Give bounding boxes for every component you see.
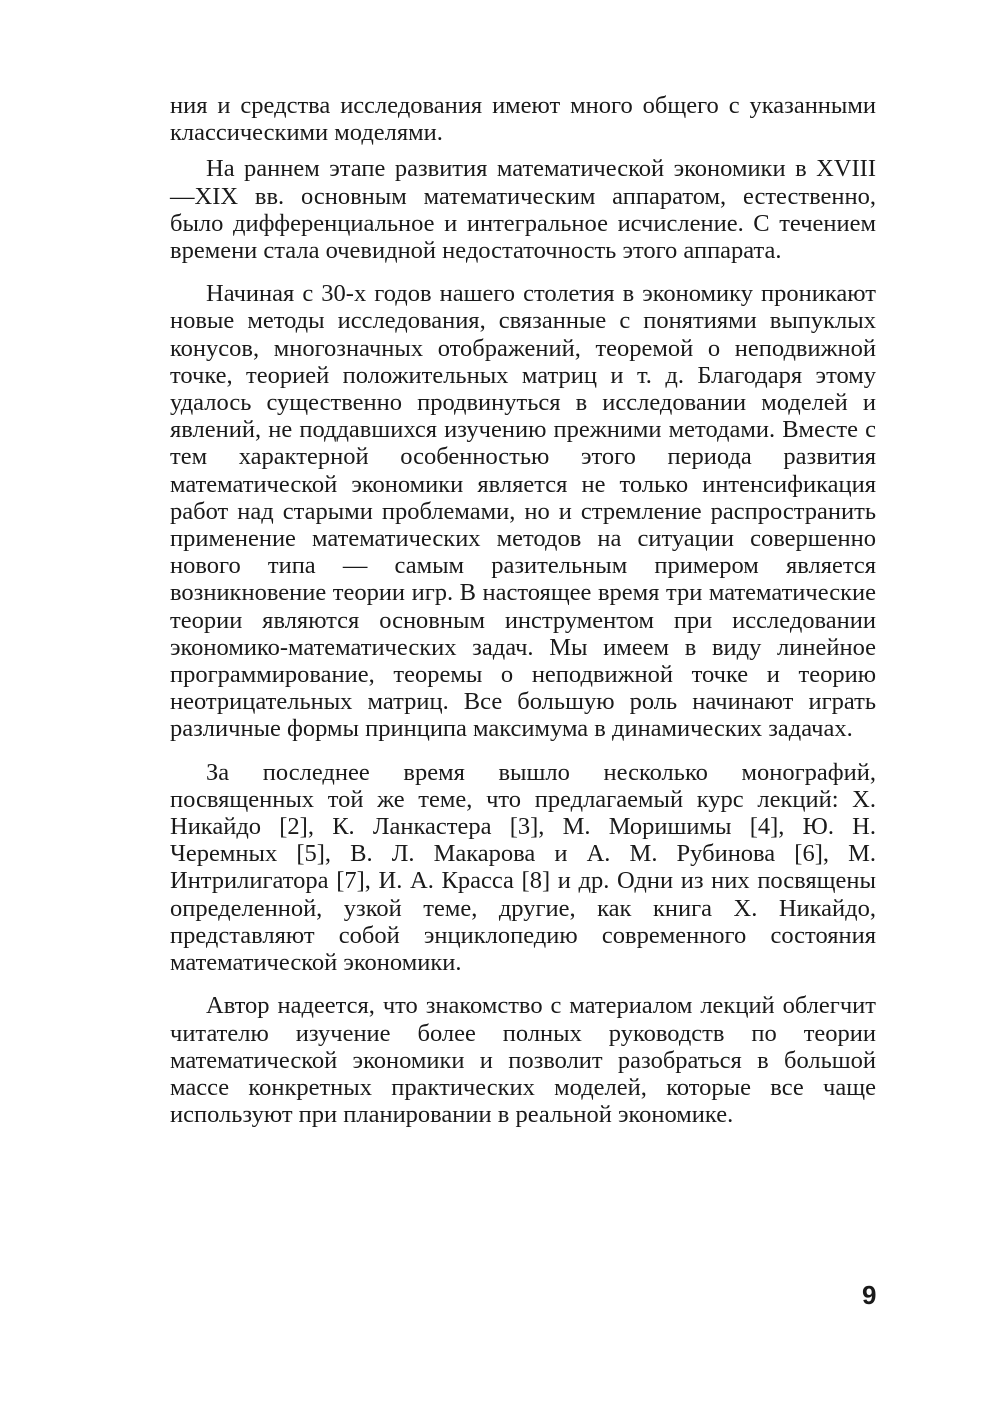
body-text [170,92,876,1144]
paragraph-new-methods: Начиная с 30-х годов нашего столетия в экономику проникают новые методы исследования, связанные с понятиями выпуклых конусов, многозначных отображений, теоремой о неподвижной точке, теорией положительных матриц и т. д. Благодаря этому удалось существенно продвинуться в исследовании моделей и явлений, не поддавшихся изучению прежними методами. Вместе с тем характерной особенностью этого периода развития математической экономики является не только интенсификация работ над старыми проблемами, но и стремление распространить применение математических методов на ситуации совершенно нового типа — самым разительным примером является возникновение теории игр. В настоящее время три математические теории являются основным инструментом при исследовании экономико-математических задач. Мы имеем в виду линейное программирование, теоремы о неподвижной точке и теорию неотрицательных матриц. Все большую роль начинают играть различные формы принципа максимума в динамических задачах. [170,280,876,743]
paragraph-monographs: За последнее время вышло несколько монографий, посвященных той же теме, что предлагаемый курс лекций: Х. Никайдо [2], К. Ланкастера [3], М. Моришимы [4], Ю. Н. Черемных [5], В. Л. Макарова и А. М. Рубинова [6], М. Интрилигатора [7], И. А. Красса [8] и др. Одни из них посвящены определенной, узкой теме, другие, как книга Х. Никайдо, представляют собой энциклопедию современного состояния математической экономики. [170,758,876,977]
paragraph-early-stage: На раннем этапе развития математической экономики в XVIII—XIX вв. основным математическим аппаратом, естественно, было дифференциальное и интегральное исчисление. С течением времени стала очевидной недостаточность этого аппарата. [170,155,876,265]
paragraph-author-hope: Автор надеется, что знакомство с материалом лекций облегчит читателю изучение более полных руководств по теории математической экономики и позволит разобраться в большой массе конкретных практических моделей, которые все чаще используют при планировании в реальной экономике. [170,992,876,1129]
paragraph-continued: ния и средства исследования имеют много общего с указанными классическими моделями. [170,92,876,147]
page-number: 9 [862,1280,877,1310]
